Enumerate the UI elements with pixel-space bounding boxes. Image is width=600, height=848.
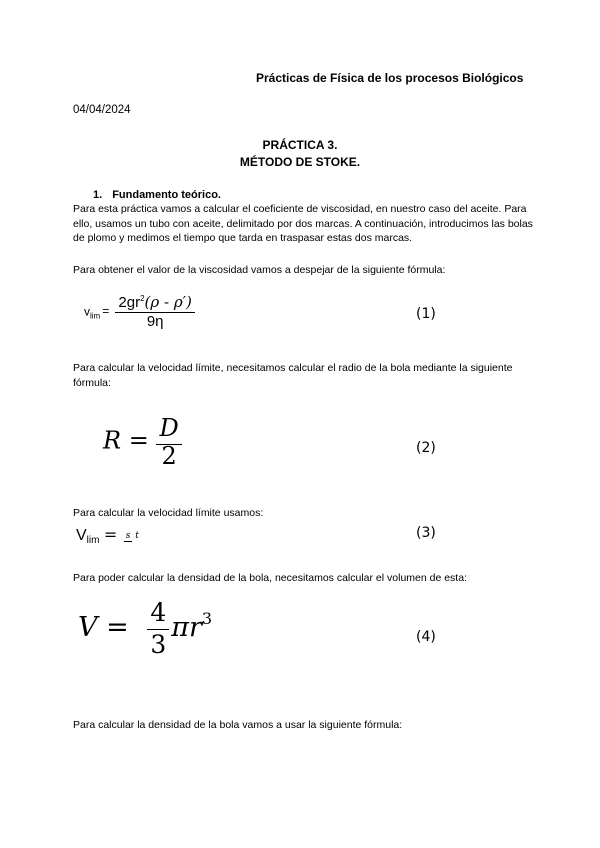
eq4-lhs: V: [78, 612, 98, 643]
viscosity-formula-paragraph: Para obtener el valor de la viscosidad vamos a despejar de la siguiente fórmula:: [73, 264, 446, 276]
eq1-lhs-sub: lim: [90, 311, 101, 321]
equation-number-3: (3): [416, 525, 436, 541]
equation-sphere-volume: [78, 598, 212, 659]
equation-stokes-velocity: [84, 293, 195, 330]
eq4-rhs: πr: [171, 612, 202, 643]
equation-radius: [103, 414, 182, 470]
eq1-fraction: [115, 293, 195, 330]
equation-number-2: (2): [416, 440, 436, 456]
equation-limit-velocity: [76, 525, 139, 546]
intro-paragraph: Para esta práctica vamos a calcular el coeficiente de viscosidad, en nuestro caso del aceite. Para ello, usamos un tubo con aceite, delimitado por dos marcas. A continuación, introducimos las bolas de plomo y medimos el tiempo que tarda en traspasar estas dos marcas.: [73, 203, 533, 244]
eq4-fraction: [147, 598, 169, 659]
eq1-equals: =: [102, 304, 110, 319]
equation-number-1: (1): [416, 306, 436, 322]
section-number: 1.: [93, 189, 103, 201]
density-paragraph: Para calcular la densidad de la bola vamos a usar la siguiente fórmula:: [73, 719, 403, 731]
eq3-numerator: s: [125, 530, 131, 541]
eq2-denominator: 2: [161, 442, 177, 470]
eq3-fraction: [124, 531, 139, 541]
eq1-numerator: [115, 293, 195, 313]
document-header-title: Prácticas de Física de los procesos Biológicos: [256, 71, 524, 85]
velocity-paragraph: Para calcular la velocidad límite usamos:: [73, 507, 264, 519]
eq2-equals: =: [128, 426, 149, 455]
eq4-numerator: 4: [147, 598, 169, 630]
practice-title: PRÁCTICA 3.: [262, 138, 338, 152]
eq1-denominator: 9η: [146, 313, 164, 330]
eq4-denominator: 3: [150, 630, 167, 659]
eq3-equals: =: [103, 525, 118, 544]
eq3-lhs-sub: lim: [86, 535, 100, 546]
volume-paragraph: Para poder calcular la densidad de la bola, necesitamos calcular el volumen de esta:: [73, 572, 467, 584]
radius-paragraph: Para calcular la velocidad límite, necesitamos calcular el radio de la bola mediante la siguiente fórmula:: [73, 362, 513, 389]
method-title: MÉTODO DE STOKE.: [239, 155, 361, 169]
eq2-numerator: D: [156, 414, 181, 445]
eq2-fraction: [156, 414, 181, 470]
eq1-num-post: (ρ - ρ′): [144, 293, 192, 311]
eq4-rhs-exp: 3: [201, 609, 213, 628]
eq1-num-exp: 2: [140, 294, 145, 303]
document-date: 04/04/2024: [73, 104, 131, 116]
eq1-lhs: v: [84, 304, 90, 319]
equation-number-4: (4): [416, 629, 436, 645]
eq2-lhs: R: [103, 426, 122, 455]
eq3-lhs: V: [76, 527, 87, 544]
eq3-denominator: t: [135, 530, 139, 541]
section-heading: [93, 189, 221, 201]
section-title: Fundamento teórico.: [112, 189, 221, 201]
eq1-num-pre: 2gr: [118, 294, 141, 311]
eq4-equals: =: [106, 612, 129, 643]
